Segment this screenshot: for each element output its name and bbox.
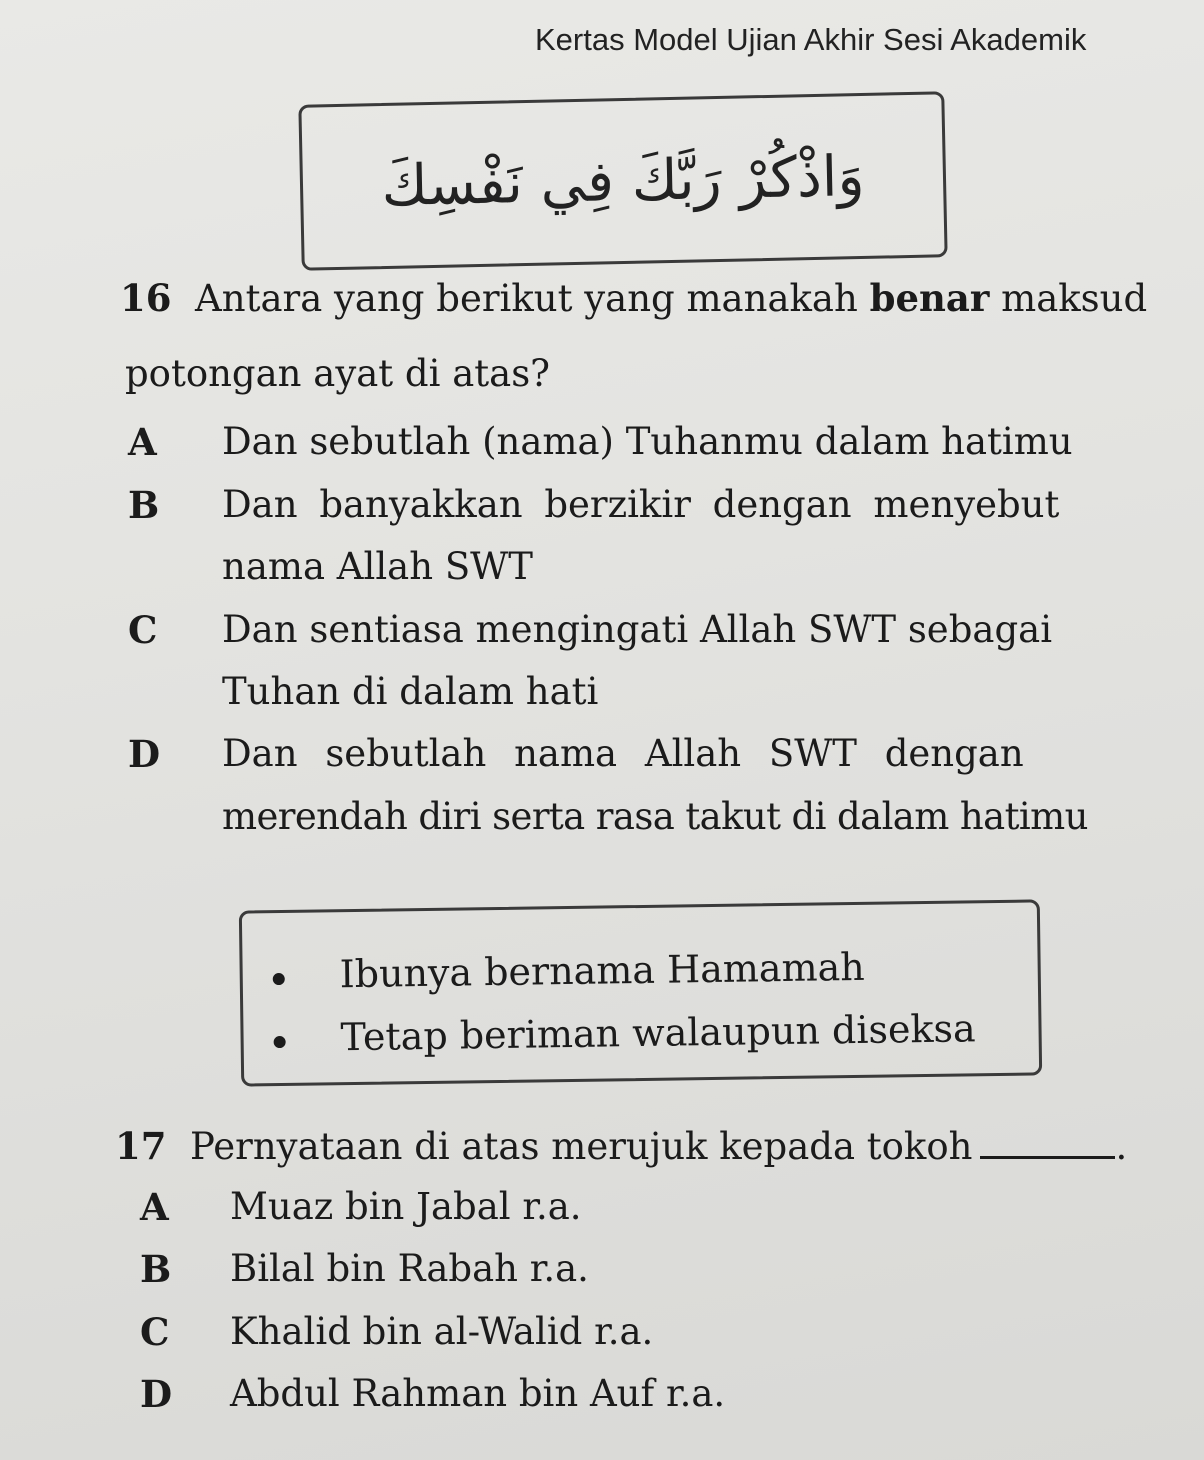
option-b-text[interactable]: Bilal bin Rabah r.a. <box>230 1247 589 1290</box>
bullet-item <box>273 1006 976 1060</box>
option-letter[interactable]: A <box>140 1185 169 1229</box>
option-c-text-line2[interactable]: Tuhan di dalam hati <box>222 670 599 713</box>
bullet-text: Ibunya bernama Hamamah <box>339 944 865 997</box>
option-c-text[interactable]: Khalid bin al-Walid r.a. <box>230 1310 654 1353</box>
question-16-stem <box>120 276 1148 320</box>
stimulus-box <box>239 899 1042 1086</box>
option-letter[interactable]: C <box>140 1310 170 1354</box>
stem-emphasis: benar <box>869 276 990 320</box>
stem-text: Antara yang berikut yang manakah <box>195 277 870 320</box>
option-a-text[interactable]: Dan sebutlah (nama) Tuhanmu dalam hatimu <box>222 420 1073 463</box>
stem-end: . <box>1115 1125 1128 1168</box>
option-d-text-line2[interactable]: merendah diri serta rasa takut di dalam hatimu <box>222 795 1088 838</box>
option-letter[interactable]: D <box>128 732 161 776</box>
option-a-text[interactable]: Muaz bin Jabal r.a. <box>230 1185 582 1228</box>
bullet-icon <box>273 972 285 984</box>
bullet-text: Tetap beriman walaupun diseksa <box>340 1006 976 1060</box>
bullet-item <box>272 945 865 997</box>
verse-box <box>298 91 947 270</box>
option-letter[interactable]: B <box>128 483 160 527</box>
option-b-text[interactable]: Dan banyakkan berzikir dengan menyebut <box>222 483 1060 526</box>
option-letter[interactable]: A <box>128 420 157 464</box>
stem-text: Pernyataan di atas merujuk kepada tokoh <box>190 1125 973 1168</box>
option-d-text[interactable]: Dan sebutlah nama Allah SWT dengan <box>222 732 1024 775</box>
quran-verse: وَاذْكُرْ رَبَّكَ فِي نَفْسِكَ <box>380 143 866 219</box>
question-16-stem-line2: potongan ayat di atas? <box>125 352 551 395</box>
option-c-text[interactable]: Dan sentiasa mengingati Allah SWT sebagai <box>222 608 1053 651</box>
option-letter[interactable]: B <box>140 1247 172 1291</box>
answer-blank[interactable] <box>980 1156 1115 1159</box>
question-number: 16 <box>120 276 172 320</box>
option-letter[interactable]: D <box>140 1372 173 1416</box>
question-17-stem <box>115 1124 1128 1168</box>
option-letter[interactable]: C <box>128 608 158 652</box>
question-number: 17 <box>115 1124 167 1168</box>
bullet-icon <box>274 1035 286 1047</box>
stem-text-end: maksud <box>989 277 1148 320</box>
option-b-text-line2[interactable]: nama Allah SWT <box>222 545 533 588</box>
page-header: Kertas Model Ujian Akhir Sesi Akademik <box>535 22 1087 57</box>
option-d-text[interactable]: Abdul Rahman bin Auf r.a. <box>230 1372 726 1415</box>
